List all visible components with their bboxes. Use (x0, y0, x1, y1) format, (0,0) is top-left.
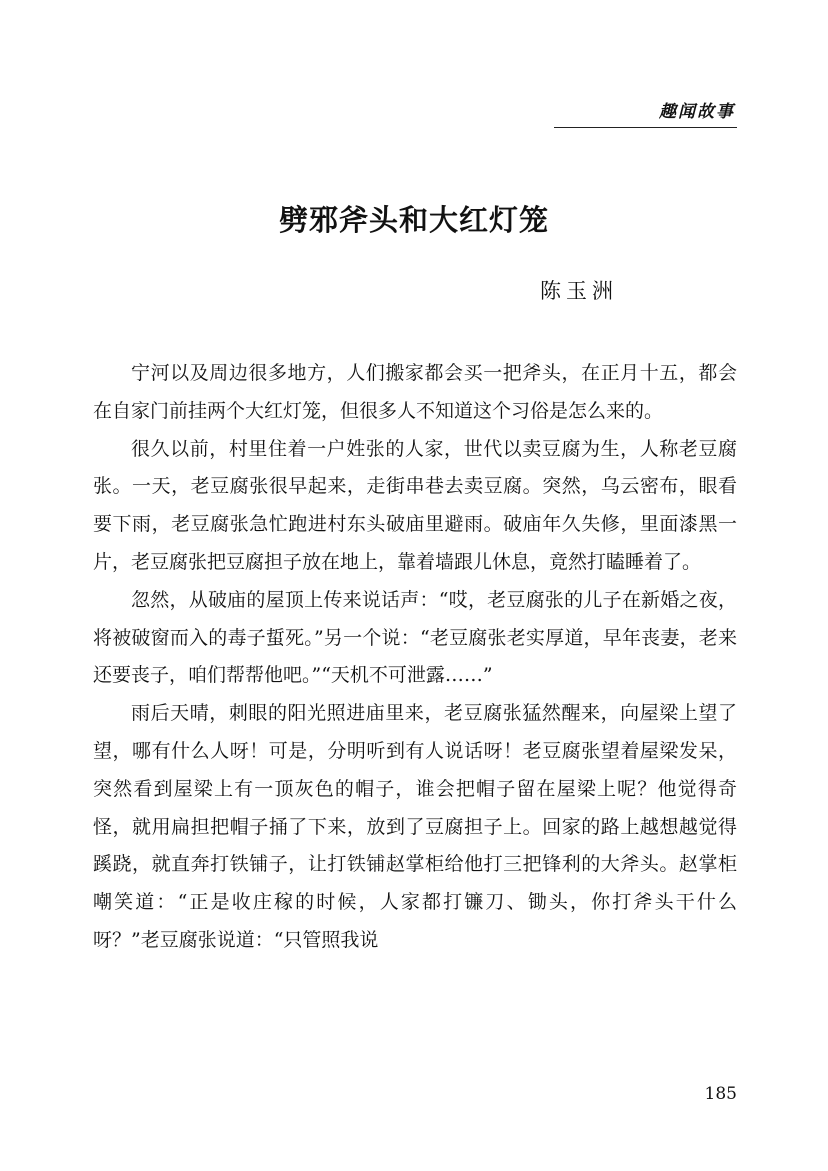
page-number: 185 (704, 1084, 737, 1104)
running-head-title: 趣闻故事 (659, 102, 735, 122)
paragraph: 雨后天晴，刺眼的阳光照进庙里来，老豆腐张猛然醒来，向屋梁上望了望，哪有什么人呀！可是，分明听到有人说话呀！老豆腐张望着屋梁发呆，突然看到屋梁上有一顶灰色的帽子，谁会把帽子留在屋梁上呢？他觉得奇怪，就用扁担把帽子捅了下来，放到了豆腐担子上。回家的路上越想越觉得蹊跷，就直奔打铁铺子，让打铁铺赵掌柜给他打三把锋利的大斧头。赵掌柜嘲笑道：“正是收庄稼的时候，人家都打镰刀、锄头，你打斧头干什么呀？”老豆腐张说道：“只管照我说 (93, 702, 737, 951)
article-body (93, 355, 737, 960)
article-title: 劈邪斧头和大红灯笼 (278, 203, 549, 237)
running-head (554, 100, 737, 128)
paragraph: 很久以前，村里住着一户姓张的人家，世代以卖豆腐为生，人称老豆腐张。一天，老豆腐张很早起来，走街串巷去卖豆腐。突然，乌云密布，眼看要下雨，老豆腐张急忙跑进村东头破庙里避雨。破庙年久失修，里面漆黑一片，老豆腐张把豆腐担子放在地上，靠着墙跟儿休息，竟然打瞌睡着了。 (93, 437, 737, 573)
paragraph: 忽然，从破庙的屋顶上传来说话声：“哎，老豆腐张的儿子在新婚之夜，将被破窗而入的毒子蜇死。”另一个说：“老豆腐张老实厚道，早年丧妻，老来还要丧子，咱们帮帮他吧。”“天机不可泄露……” (93, 588, 737, 687)
author-name: 陈玉洲 (540, 279, 618, 303)
paragraph: 宁河以及周边很多地方，人们搬家都会买一把斧头，在正月十五，都会在自家门前挂两个大红灯笼，但很多人不知道这个习俗是怎么来的。 (93, 362, 737, 422)
